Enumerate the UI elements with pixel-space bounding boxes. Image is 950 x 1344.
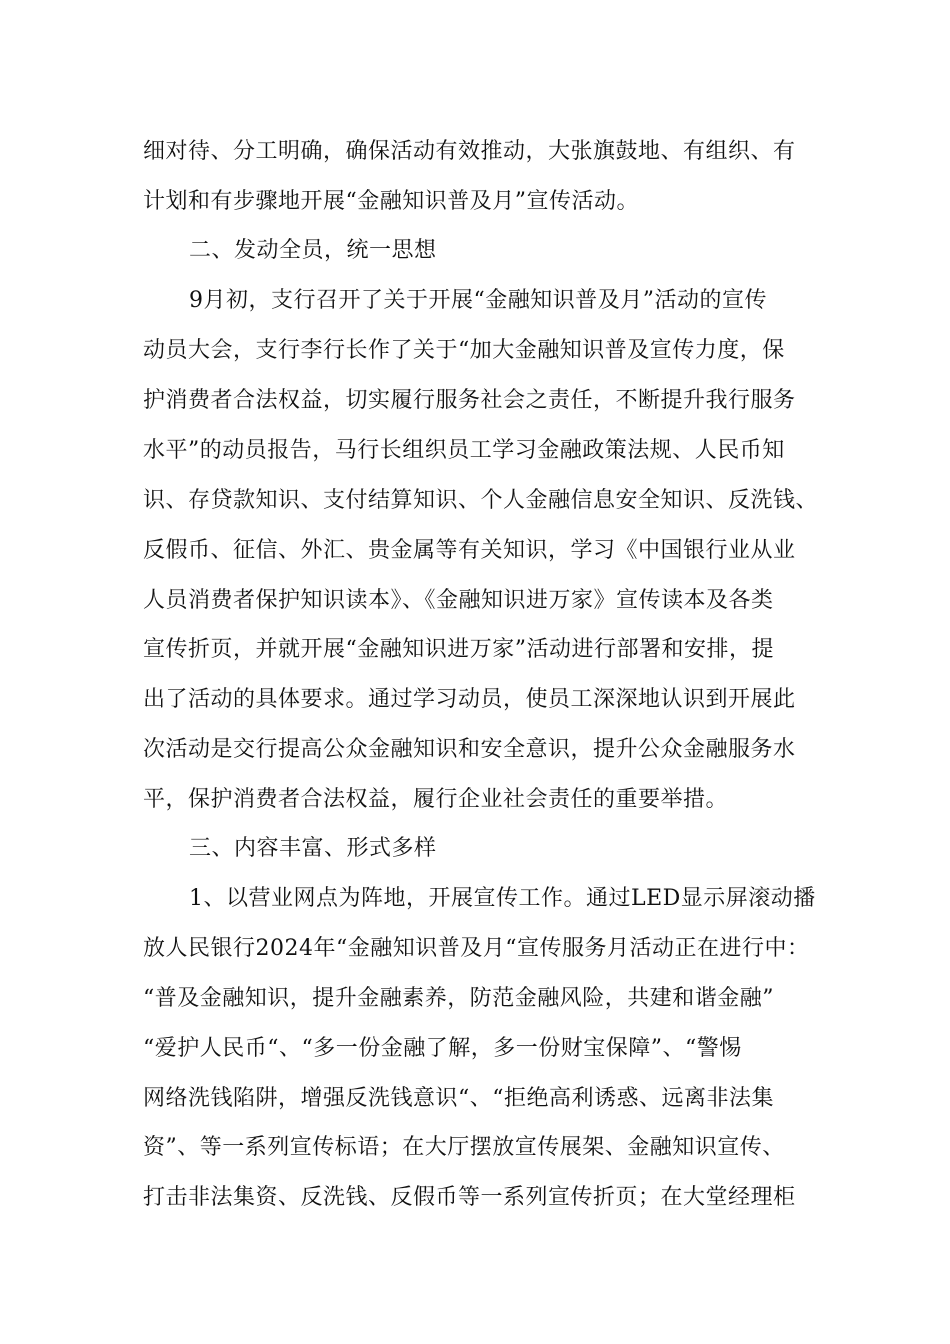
body-line: 打击非法集资、反洗钱、反假币等一系列宣传折页；在大堂经理柜 (143, 1185, 796, 1210)
body-line: 宣传折页，并就开展“金融知识进万家”活动进行部署和安排，提 (143, 637, 774, 662)
body-line: 护消费者合法权益，切实履行服务社会之责任，不断提升我行服务 (143, 388, 796, 413)
body-line: “普及金融知识，提升金融素养，防范金融风险，共建和谐金融” (143, 986, 774, 1011)
body-line: 水平”的动员报告，马行长组织员工学习金融政策法规、人民币知 (143, 438, 785, 463)
body-line: 次活动是交行提高公众金融知识和安全意识，提升公众金融服务水 (143, 737, 796, 762)
body-line: “爱护人民币“、“多一份金融了解，多一份财宝保障”、“警惕 (143, 1036, 742, 1061)
body-line: 人员消费者保护知识读本》、《金融知识进万家》宣传读本及各类 (143, 588, 774, 613)
body-line: 识、存贷款知识、支付结算知识、个人金融信息安全知识、反洗钱、 (143, 488, 819, 513)
body-line: 网络洗钱陷阱，增强反洗钱意识“、“拒绝高利诱惑、远离非法集 (143, 1086, 774, 1111)
body-line: 平，保护消费者合法权益，履行企业社会责任的重要举措。 (143, 787, 729, 812)
body-line: 资”、等一系列宣传标语；在大厅摆放宣传展架、金融知识宣传、 (143, 1135, 785, 1160)
body-line: 动员大会，支行李行长作了关于“加大金融知识普及宣传力度，保 (143, 338, 785, 363)
body-line: 出了活动的具体要求。通过学习动员，使员工深深地认识到开展此 (143, 687, 796, 712)
body-line: 1、以营业网点为阵地，开展宣传工作。通过LED显示屏滚动播 (189, 886, 816, 911)
body-line: 计划和有步骤地开展“金融知识普及月”宣传活动。 (143, 189, 639, 214)
body-line: 放人民银行2024年“金融知识普及月“宣传服务月活动正在进行中： (143, 936, 810, 961)
section-heading: 三、内容丰富、形式多样 (189, 836, 437, 861)
body-line: 细对待、分工明确，确保活动有效推动，大张旗鼓地、有组织、有 (143, 139, 796, 164)
section-heading: 二、发动全员，统一思想 (189, 238, 437, 263)
body-line: 9月初，支行召开了关于开展“金融知识普及月”活动的宣传 (189, 288, 767, 313)
body-line: 反假币、征信、外汇、贵金属等有关知识，学习《中国银行业从业 (143, 538, 796, 563)
